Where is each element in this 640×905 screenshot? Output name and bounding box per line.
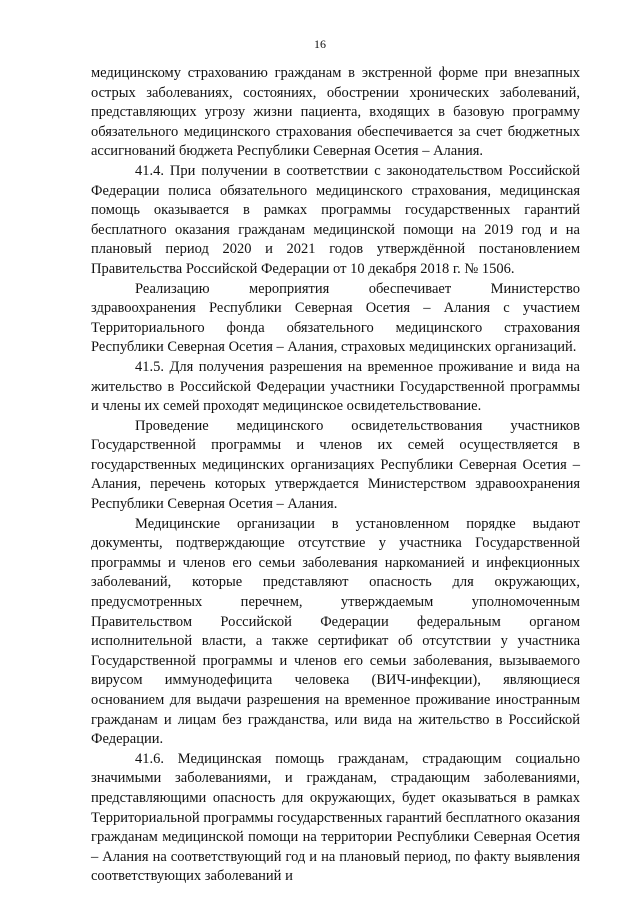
paragraph-implementation: Реализацию мероприятия обеспечивает Министерство здравоохранения Республики Северная Осетия – Алания с участием Территориального фонда обязательного медицинского страхования Республики Северная Осетия – Алания, страховых медицинских организаций. [91, 280, 580, 356]
paragraph-continuation: медицинскому страхованию гражданам в экстренной форме при внезапных острых заболеваниях, состояниях, обострении хронических заболеваний, представляющих угрозу жизни пациента, входящих в базовую программу обязательного медицинского страхования обеспечивается за счет бюджетных ассигнований бюджета Республики Северная Осетия – Алания. [91, 65, 580, 160]
paragraph-41-6: 41.6. Медицинская помощь гражданам, страдающим социально значимыми заболеваниями, и гражданам, страдающим заболеваниями, представляющими опасность для окружающих, будет оказываться в рамках Территориальной программы государственных гарантий бесплатного оказания гражданам медицинской помощи на территории Республики Северная Осетия – Алания на соответствующий год и на плановый период, по факту выявления соответствующих заболеваний и [91, 750, 580, 885]
page-number: 16 [314, 37, 326, 51]
paragraph-medical-organizations: Медицинские организации в установленном порядке выдают документы, подтверждающие отсутствие у участника Государственной программы и членов его семьи заболевания наркоманией и инфекционных заболеваний, которые представляют опасность для окружающих, предусмотренных перечнем, утверждаемым уполномоченным Правительством Российской Федерации федеральным органом исполнительной власти, а также сертификат об отсутствии у участника Государственной программы и членов его семьи заболевания, вызываемого вирусом иммунодефицита человека (ВИЧ-инфекции), являющиеся основанием для выдачи разрешения на временное проживание иностранным гражданам и лицам без гражданства, или вида на жительство в Российской Федерации. [91, 515, 580, 748]
paragraph-41-5: 41.5. Для получения разрешения на временное проживание и вида на жительство в Российской Федерации участники Государственной программы и члены их семей проходят медицинское освидетельствование. [91, 358, 580, 415]
paragraph-examination: Проведение медицинского освидетельствования участников Государственной программы и членов их семей осуществляется в государственных медицинских организациях Республики Северная Осетия – Алания, перечень которых утверждается Министерством здравоохранения Республики Северная Осетия – Алания. [91, 417, 580, 513]
paragraph-41-4: 41.4. При получении в соответствии с законодательством Российской Федерации полиса обязательного медицинского страхования, медицинская помощь оказывается в рамках программы государственных гарантий бесплатного оказания гражданам медицинской помощи на 2019 год и на плановый период 2020 и 2021 годов утверждённой постановлением Правительства Российской Федерации от 10 декабря 2018 г. № 1506. [91, 162, 580, 277]
document-body [91, 64, 580, 887]
